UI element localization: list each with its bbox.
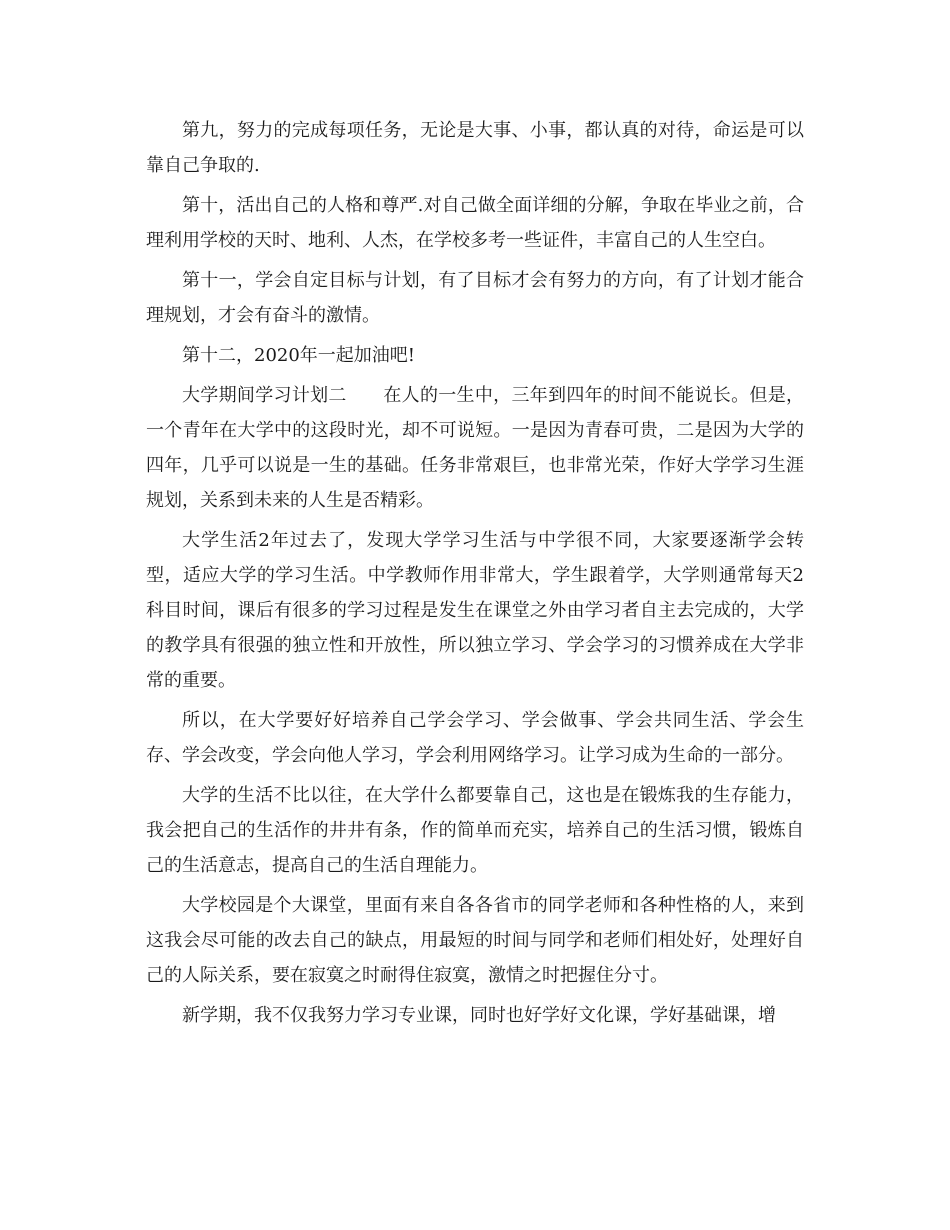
paragraph-university-life: 大学生活2年过去了，发现大学学习生活与中学很不同，大家要逐渐学会转型，适应大学的学习生活。中学教师作用非常大，学生跟着学，大学则通常每天2科目时间，课后有很多的学习过程是发生在课堂之外由学习者自主去完成的，大学的教学具有很强的独立性和开放性，所以独立学习、学会学习的习惯养成在大学非常的重要。	[146, 530, 804, 691]
paragraph-point-eleven: 第十一，学会自定目标与计划，有了目标才会有努力的方向，有了计划才能合理规划，才会有奋斗的激情。	[146, 270, 804, 326]
paragraph-study-plan-two: 大学期间学习计划二 在人的一生中，三年到四年的时间不能说长。但是，一个青年在大学中的这段时光，却不可说短。一是因为青春可贵，二是因为大学的四年，几乎可以说是一生的基础。任务非常艰巨，也非常光荣，作好大学学习生涯规划，关系到未来的人生是否精彩。	[146, 385, 804, 511]
paragraph-point-twelve: 第十二，2020年一起加油吧!	[182, 345, 416, 366]
paragraph-self-reliance: 大学的生活不比以往，在大学什么都要靠自己，这也是在锻炼我的生存能力，我会把自己的生活作的井井有条，作的简单而充实，培养自己的生活习惯，锻炼自己的生活意志，提高自己的生活自理能力。	[146, 785, 804, 876]
paragraph-new-semester: 新学期，我不仅我努力学习专业课，同时也好学好文化课，学好基础课，增	[182, 1005, 776, 1026]
paragraph-point-ten: 第十，活出自己的人格和尊严.对自己做全面详细的分解，争取在毕业之前，合理利用学校的天时、地利、人杰，在学校多考一些证件，丰富自己的人生空白。	[146, 195, 804, 251]
document-body	[146, 113, 804, 1038]
paragraph-learning-goals: 所以，在大学要好好培养自己学会学习、学会做事、学会共同生活、学会生存、学会改变，学会向他人学习，学会利用网络学习。让学习成为生命的一部分。	[146, 710, 804, 766]
paragraph-campus-relations: 大学校园是个大课堂，里面有来自各各省市的同学老师和各种性格的人，来到这我会尽可能的改去自己的缺点，用最短的时间与同学和老师们相处好，处理好自己的人际关系，要在寂寞之时耐得住寂寞，激情之时把握住分寸。	[146, 895, 804, 986]
paragraph-point-nine: 第九，努力的完成每项任务，无论是大事、小事，都认真的对待，命运是可以靠自己争取的.	[146, 120, 804, 176]
